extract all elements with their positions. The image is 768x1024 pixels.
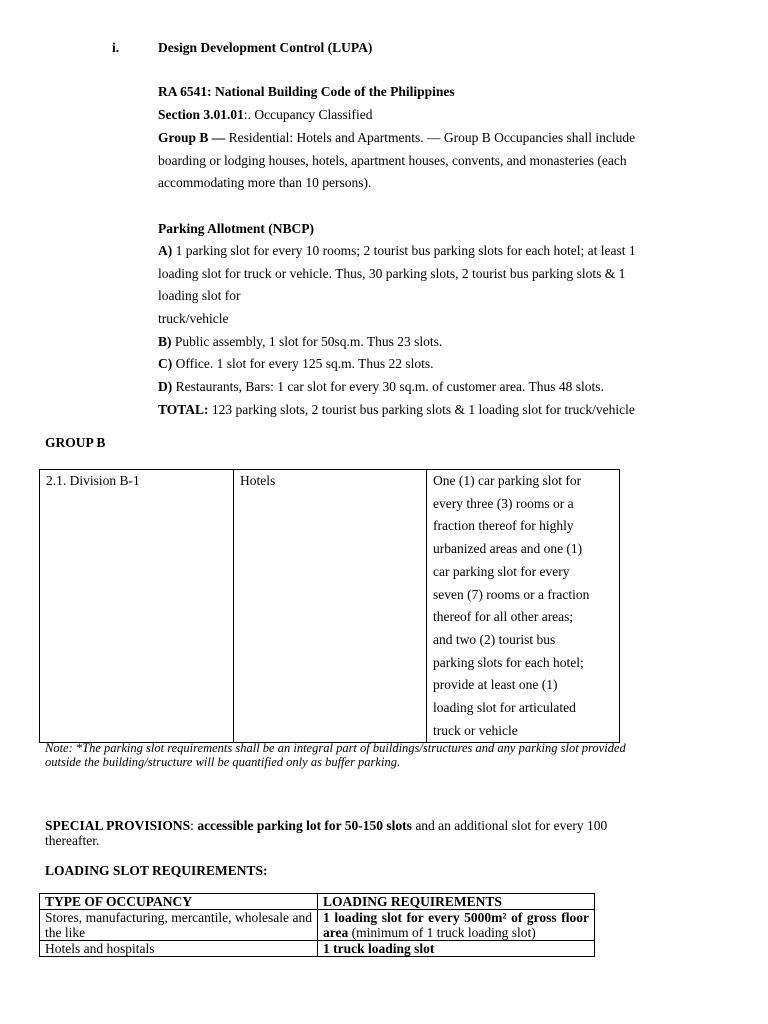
group-b-table bbox=[39, 469, 620, 743]
note-line: outside the building/structure will be quantified only as buffer parking. bbox=[45, 755, 401, 769]
table-header-row bbox=[40, 894, 595, 910]
parking-b-text: Public assembly, 1 slot for 50sq.m. Thus 23 slots. bbox=[171, 334, 443, 349]
requirement-line: loading slot for articulated bbox=[433, 700, 576, 716]
division-text: 2.1. Division B-1 bbox=[46, 473, 140, 488]
requirement-line: urbanized areas and one (1) bbox=[433, 541, 583, 557]
special-label: SPECIAL PROVISIONS bbox=[45, 818, 191, 833]
use-text: Hotels bbox=[240, 473, 276, 488]
requirement-line: parking slots for each hotel; bbox=[433, 654, 584, 670]
heading-number: i. bbox=[112, 40, 120, 55]
loading-table bbox=[39, 893, 595, 957]
row1-type: Stores, manufacturing, mercantile, wholesale and the like bbox=[40, 910, 318, 941]
note-line: Note: *The parking slot requirements shall be an integral part of buildings/structures and any parking slot provided bbox=[45, 741, 626, 755]
requirement-cell bbox=[427, 470, 620, 743]
parking-a-line4: truck/vehicle bbox=[158, 311, 229, 326]
use-cell bbox=[234, 470, 427, 743]
section-text: :. Occupancy Classified bbox=[243, 107, 373, 122]
col-header-requirements: LOADING REQUIREMENTS bbox=[318, 894, 595, 910]
requirement-line: truck or vehicle bbox=[433, 722, 518, 738]
table-row bbox=[40, 910, 595, 941]
parking-a-text1: 1 parking slot for every 10 rooms; 2 tourist bus parking slots for each hotel; at least 1 bbox=[172, 243, 636, 258]
col-header-type: TYPE OF OCCUPANCY bbox=[40, 894, 318, 910]
requirement-line: fraction thereof for highly bbox=[433, 518, 574, 534]
row2-requirement: 1 truck loading slot bbox=[318, 941, 595, 957]
special-line1 bbox=[45, 818, 695, 833]
division-cell bbox=[40, 470, 234, 743]
parking-d-text: Restaurants, Bars: 1 car slot for every 30 sq.m. of customer area. Thus 48 slots. bbox=[172, 379, 604, 394]
group-b-text2: Group B Occupancies shall include bbox=[440, 130, 636, 145]
row1-requirement bbox=[318, 910, 595, 941]
table-row bbox=[40, 941, 595, 957]
requirement-line: and two (2) tourist bus bbox=[433, 631, 556, 647]
requirement-line: car parking slot for every bbox=[433, 563, 570, 579]
parking-note bbox=[45, 741, 725, 769]
parking-total-line bbox=[158, 399, 635, 422]
parking-c-text: Office. 1 slot for every 125 sq.m. Thus 22 slots. bbox=[172, 356, 434, 371]
row1-req-rest: (minimum of 1 truck loading slot) bbox=[348, 925, 536, 940]
group-b-line bbox=[158, 127, 635, 150]
special-rest-line1: and an additional slot for every 100 bbox=[411, 818, 608, 833]
parking-d-label: D) bbox=[158, 379, 173, 394]
ra-line3: accommodating more than 10 persons). bbox=[158, 175, 372, 190]
ra-line2: boarding or lodging houses, hotels, apartment houses, convents, and monasteries (each bbox=[158, 153, 627, 168]
row2-type: Hotels and hospitals bbox=[40, 941, 318, 957]
group-b-heading: GROUP B bbox=[45, 435, 106, 450]
parking-b-line bbox=[158, 331, 442, 354]
group-b-text1: Residential: Hotels and Apartments. — bbox=[225, 130, 441, 145]
parking-c-label: C) bbox=[158, 356, 173, 371]
parking-d-line bbox=[158, 376, 604, 399]
parking-a-line1 bbox=[158, 240, 636, 263]
requirement-line: provide at least one (1) bbox=[433, 677, 558, 693]
requirement-line: One (1) car parking slot for bbox=[433, 473, 582, 488]
special-bold-text: accessible parking lot for 50-150 slots bbox=[197, 818, 412, 833]
heading-title: Design Development Control (LUPA) bbox=[158, 40, 373, 55]
section-line bbox=[158, 104, 372, 127]
ra-title: RA 6541: National Building Code of the Philippines bbox=[158, 84, 455, 99]
parking-a-line3: loading slot for bbox=[158, 288, 241, 303]
table-row bbox=[40, 470, 620, 743]
parking-b-label: B) bbox=[158, 334, 172, 349]
requirement-line: thereof for all other areas; bbox=[433, 609, 574, 625]
special-provisions bbox=[45, 818, 695, 848]
group-b-label: Group B — bbox=[158, 130, 226, 145]
parking-a-label: A) bbox=[158, 243, 173, 258]
parking-total-text: 123 parking slots, 2 tourist bus parking slots & 1 loading slot for truck/vehicle bbox=[208, 402, 635, 417]
requirement-line: every three (3) rooms or a bbox=[433, 495, 574, 511]
parking-a-line2: loading slot for truck or vehicle. Thus, 30 parking slots, 2 tourist bus parking slots & 1 bbox=[158, 266, 626, 281]
special-line2: thereafter. bbox=[45, 833, 100, 848]
row1-req-bold: 1 loading slot for every 5000m² of gross floor area bbox=[323, 910, 589, 940]
parking-c-line bbox=[158, 353, 433, 376]
requirement-line: seven (7) rooms or a fraction bbox=[433, 586, 590, 602]
special-colon: : bbox=[190, 818, 198, 833]
parking-total-label: TOTAL: bbox=[158, 402, 209, 417]
loading-heading: LOADING SLOT REQUIREMENTS: bbox=[45, 863, 268, 878]
parking-title: Parking Allotment (NBCP) bbox=[158, 221, 314, 236]
section-label: Section 3.01.01 bbox=[158, 107, 244, 122]
